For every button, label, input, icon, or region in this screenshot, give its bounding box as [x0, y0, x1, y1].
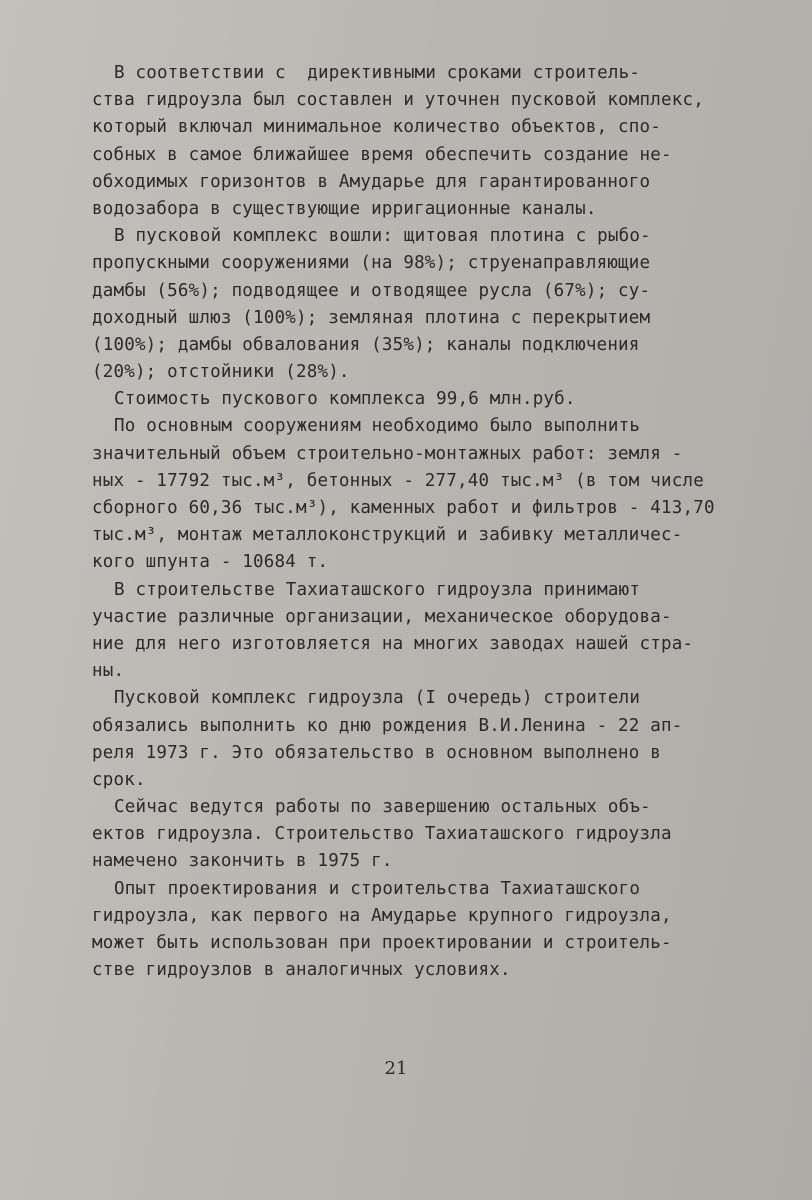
text-line: Опыт проектирования и строительства Тахиаташского	[114, 878, 641, 899]
text-line: кого шпунта - 10684 т.	[92, 552, 329, 573]
text-line: гидроузла, как первого на Амударье крупного гидроузла,	[92, 905, 672, 926]
body-text	[92, 60, 742, 984]
text-line: ства гидроузла был составлен и уточнен пусковой комплекс,	[92, 90, 704, 111]
text-line: сборного 60,36 тыс.м³), каменных работ и фильтров - 413,70	[92, 498, 715, 518]
text-line: (100%); дамбы обвалования (35%); каналы подключения	[92, 334, 640, 355]
text-line: который включал минимальное количество объектов, спо-	[92, 117, 662, 138]
text-line: дамбы (56%); подводящее и отводящее русла (67%); су-	[92, 280, 651, 301]
text-line: (20%); отстойники (28%).	[92, 362, 350, 383]
text-line: обязались выполнить ко дню рождения В.И.Ленина - 22 ап-	[92, 715, 683, 736]
text-line: участие различные организации, механическое оборудова-	[92, 606, 672, 627]
text-line: стве гидроузлов в аналогичных условиях.	[92, 960, 511, 981]
text-line: ектов гидроузла. Строительство Тахиаташского гидроузла	[92, 824, 672, 845]
text-line: пропускными сооружениями (на 98%); струенаправляющие	[92, 253, 651, 274]
text-line: Пусковой комплекс гидроузла (I очередь) строители	[114, 688, 641, 709]
text-line: водозабора в существующие ирригационные каналы.	[92, 198, 597, 219]
text-line: обходимых горизонтов в Амударье для гарантированного	[92, 171, 651, 192]
text-line: ных - 17792 тыс.м³, бетонных - 277,40 тыс.м³ (в том числе	[92, 470, 704, 491]
text-line: Стоимость пускового комплекса 99,6 млн.руб.	[114, 389, 576, 410]
text-line: реля 1973 г. Это обязательство в основном выполнено в	[92, 742, 662, 763]
text-line: намечено закончить в 1975 г.	[92, 851, 393, 872]
text-line: ние для него изготовляется на многих заводах нашей стра-	[92, 633, 694, 654]
text-line: По основным сооружениям необходимо было выполнить	[114, 416, 641, 437]
text-line: собных в самое ближайшее время обеспечить создание не-	[92, 144, 672, 165]
text-line: тыс.м³, монтаж металлоконструкций и забивку металличес-	[92, 525, 683, 546]
text-line: В строительстве Тахиаташского гидроузла принимают	[114, 579, 641, 600]
text-line: значительный объем строительно-монтажных работ: земля -	[92, 443, 683, 464]
text-line: ны.	[92, 661, 125, 682]
text-line: может быть использован при проектировании и строитель-	[92, 933, 672, 953]
text-line: доходный шлюз (100%); земляная плотина с перекрытием	[92, 307, 651, 328]
text-line: В пусковой комплекс вошли: щитовая плотина с рыбо-	[114, 226, 651, 247]
page-number: 21	[384, 1058, 408, 1079]
text-line: Сейчас ведутся работы по завершению остальных объ-	[114, 797, 651, 818]
text-line: срок.	[92, 769, 146, 790]
text-line: В соответствии с директивными сроками строитель-	[114, 63, 641, 83]
